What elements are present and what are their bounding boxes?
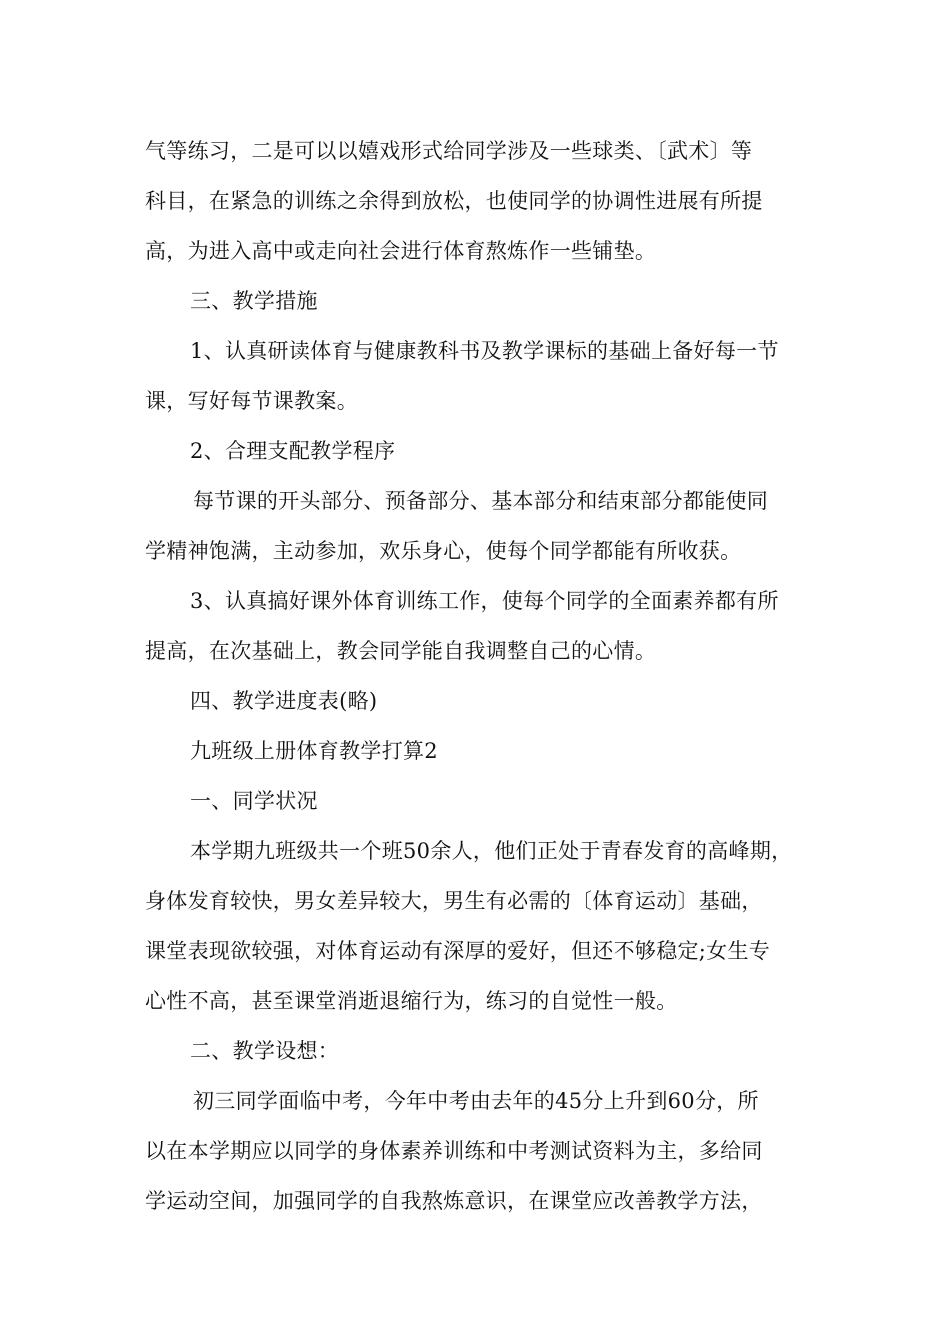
- paragraph-line: 每节课的开头部分、预备部分、基本部分和结束部分都能使同: [193, 489, 769, 513]
- section-heading-schedule: 四、教学进度表(略): [190, 689, 378, 713]
- paragraph-line: 课堂表现欲较强，对体育运动有深厚的爱好，但还不够稳定;女生专: [145, 939, 771, 963]
- document-subtitle: 九班级上册体育教学打算2: [190, 739, 438, 763]
- paragraph-line: 高，为进入高中或走向社会进行体育熬炼作一些铺垫。: [145, 239, 657, 263]
- paragraph-line: 学运动空间，加强同学的自我熬炼意识，在课堂应改善教学方法，: [145, 1189, 763, 1213]
- paragraph-line: 课，写好每节课教案。: [145, 389, 358, 413]
- paragraph-line: 本学期九班级共一个班50余人，他们正处于青春发育的高峰期，: [190, 839, 793, 863]
- list-item-line: 1、认真研读体育与健康教科书及教学课标的基础上备好每一节: [190, 339, 779, 363]
- paragraph-line: 提高，在次基础上，教会同学能自我调整自己的心情。: [145, 639, 657, 663]
- section-heading-teaching-measures: 三、教学措施: [190, 289, 318, 313]
- paragraph-line: 学精神饱满，主动参加，欢乐身心，使每个同学都能有所收获。: [145, 539, 742, 563]
- section-heading-teaching-ideas: 二、教学设想：: [190, 1039, 340, 1063]
- section-heading-student-status: 一、同学状况: [190, 789, 318, 813]
- paragraph-line: 气等练习，二是可以以嬉戏形式给同学涉及一些球类、〔武术〕等: [145, 139, 753, 163]
- paragraph-line: 以在本学期应以同学的身体素养训练和中考测试资料为主，多给同: [145, 1139, 763, 1163]
- list-item-line: 2、合理支配教学程序: [190, 439, 396, 463]
- paragraph-line: 身体发育较快，男女差异较大，男生有必需的〔体育运动〕基础，: [145, 889, 763, 913]
- paragraph-line: 初三同学面临中考，今年中考由去年的45分上升到60分，所: [193, 1089, 759, 1113]
- paragraph-line: 心性不高，甚至课堂消逝退缩行为，练习的自觉性一般。: [145, 989, 678, 1013]
- list-item-line: 3、认真搞好课外体育训练工作，使每个同学的全面素养都有所: [190, 589, 779, 613]
- paragraph-line: 科目，在紧急的训练之余得到放松，也使同学的协调性进展有所提: [145, 189, 763, 213]
